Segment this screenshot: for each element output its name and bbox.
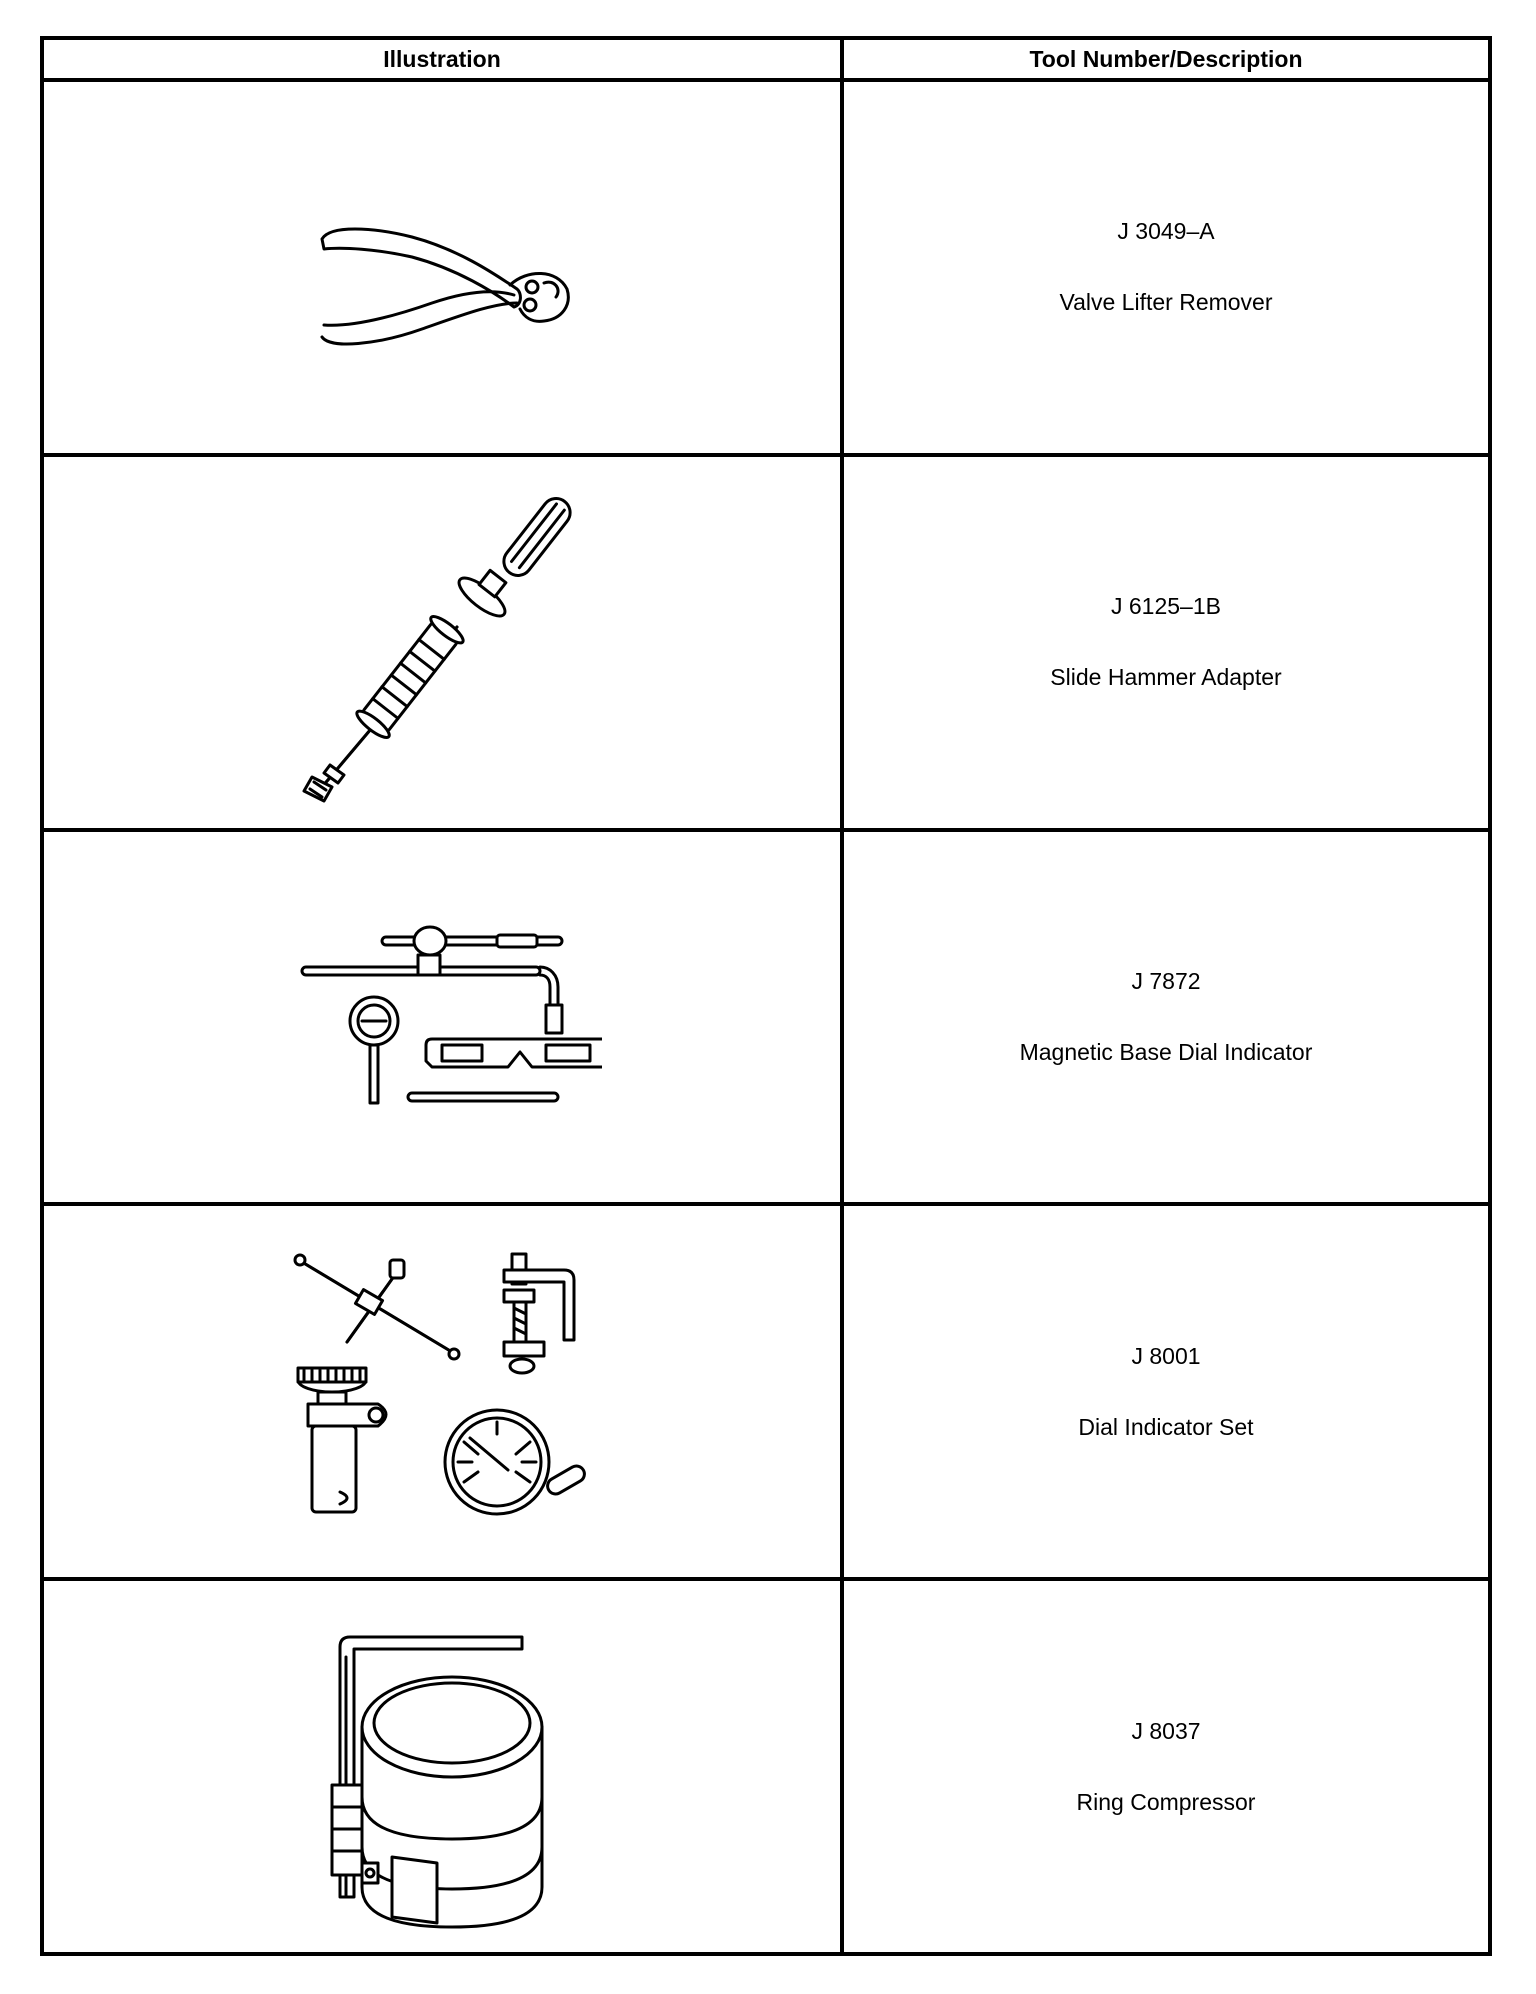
tool-description: Ring Compressor	[1076, 1788, 1256, 1815]
illustration-cell	[42, 830, 842, 1205]
table-row	[42, 830, 1490, 1205]
tool-description: Valve Lifter Remover	[1059, 289, 1273, 316]
tool-description: Dial Indicator Set	[1078, 1413, 1254, 1440]
table-row	[42, 1204, 1490, 1579]
tool-number: J 8001	[1131, 1342, 1201, 1369]
tool-number: J 6125–1B	[1111, 593, 1221, 620]
tool-description-cell	[842, 455, 1490, 830]
illustration-cell	[42, 455, 842, 830]
pliers-icon	[282, 177, 602, 357]
table-row	[42, 1579, 1490, 1954]
header-illustration: Illustration	[42, 38, 842, 80]
slide-hammer-icon	[282, 477, 602, 807]
header-tool-number-description: Tool Number/Description	[842, 38, 1490, 80]
tool-table	[40, 36, 1492, 1956]
header-row	[42, 38, 1490, 80]
ring-compressor-icon	[282, 1597, 602, 1937]
tool-number: J 7872	[1131, 967, 1201, 994]
dial-indicator-set-icon	[282, 1242, 602, 1542]
illustration-cell	[42, 1579, 842, 1954]
table-row	[42, 80, 1490, 455]
magnetic-base-dial-indicator-icon	[282, 917, 602, 1117]
tool-description: Slide Hammer Adapter	[1050, 664, 1282, 691]
tool-description-cell	[842, 830, 1490, 1205]
tool-description-cell	[842, 1579, 1490, 1954]
tool-number: J 3049–A	[1117, 218, 1215, 245]
tool-number: J 8037	[1131, 1717, 1201, 1744]
tool-description-cell	[842, 80, 1490, 455]
table-row	[42, 455, 1490, 830]
tool-description: Magnetic Base Dial Indicator	[1019, 1038, 1313, 1065]
tool-description-cell	[842, 1204, 1490, 1579]
illustration-cell	[42, 1204, 842, 1579]
illustration-cell	[42, 80, 842, 455]
